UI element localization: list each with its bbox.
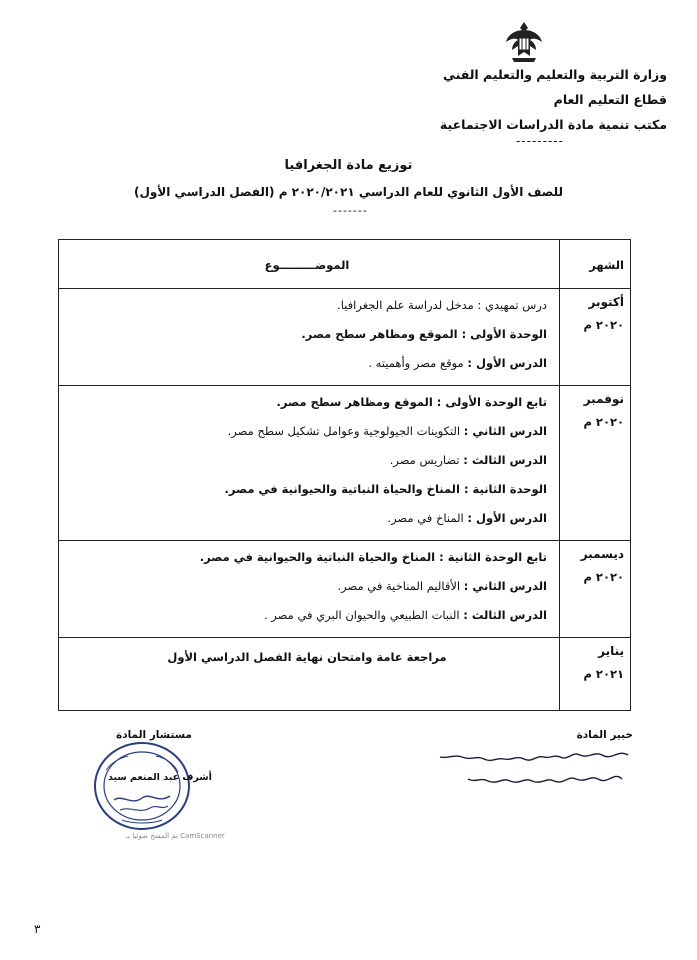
topic-line: الوحدة الأولى : الموقع ومظاهر سطح مصر.: [301, 327, 547, 341]
advisor-name: أشرف عبد المنعم سيد: [108, 772, 212, 783]
scanner-watermark: CamScanner تم المسح ضوئيا بـ: [126, 832, 225, 840]
official-stamp: [92, 740, 192, 832]
document-subtitle: للصف الأول الثانوي للعام الدراسي ٢٠٢٠/٢٠٢١ م (الفصل الدراسي الأول): [133, 185, 564, 199]
header-topic: الموضـــــــــوع: [59, 240, 560, 289]
signature-area: [0, 700, 697, 860]
review-cell: مراجعة عامة وامتحان نهاية الفصل الدراسي الأول: [59, 638, 560, 711]
topic-line: الدرس الثاني : الأقاليم المناخية في مصر.: [337, 579, 547, 593]
topic-line: الدرس الثاني : التكوينات الجيولوجية وعوامل تشكيل سطح مصر.: [227, 424, 547, 438]
table-row: [59, 289, 631, 386]
topic-line: الدرس الأول : المناخ في مصر.: [387, 511, 547, 525]
schedule-table: [58, 239, 631, 711]
month-year: ٢٠٢١ م: [583, 667, 624, 681]
month-cell: [560, 541, 631, 638]
expert-title: خبير المادة: [576, 729, 633, 741]
title-divider: -------: [333, 204, 368, 217]
month-name: أكتوبر: [588, 295, 624, 309]
topic-line: الوحدة الثانية : المناخ والحياة النباتية والحيوانية في مصر.: [224, 482, 547, 496]
header-month: الشهر: [560, 240, 631, 289]
topic-cell: [59, 541, 560, 638]
topic-cell: [59, 289, 560, 386]
document-title: توزيع مادة الجغرافيا: [284, 158, 413, 173]
ministry-header: [440, 62, 667, 137]
topic-cell: [59, 386, 560, 541]
table-header-row: [59, 240, 631, 289]
ministry-name: وزارة التربية والتعليم والتعليم الفني: [442, 67, 667, 82]
table-row: [59, 541, 631, 638]
month-name: يناير: [598, 644, 624, 658]
topic-line: الدرس الأول : موقع مصر وأهميته .: [368, 356, 547, 370]
table-row: [59, 386, 631, 541]
month-year: ٢٠٢٠ م: [583, 318, 624, 332]
advisor-title: مستشار المادة: [116, 729, 192, 741]
office-name: مكتب تنمية مادة الدراسات الاجتماعية: [439, 117, 667, 132]
handwritten-signatures: [432, 745, 632, 793]
header-divider: ---------: [516, 134, 564, 148]
topic-line: الدرس الثالث : تضاريس مصر.: [389, 453, 547, 467]
month-year: ٢٠٢٠ م: [583, 570, 624, 584]
month-name: نوفمبر: [583, 392, 624, 406]
egypt-eagle-emblem: [504, 20, 544, 64]
topic-line: درس تمهيدي : مدخل لدراسة علم الجغرافيا.: [337, 298, 547, 312]
month-cell: [560, 289, 631, 386]
month-name: ديسمبر: [580, 547, 624, 561]
topic-line: تابع الوحدة الثانية : المناخ والحياة النباتية والحيوانية في مصر.: [199, 550, 547, 564]
topic-line: الدرس الثالث : النبات الطبيعي والحيوان البري في مصر .: [264, 608, 547, 622]
sector-name: قطاع التعليم العام: [553, 92, 667, 107]
page-number: ٣: [34, 922, 41, 936]
month-cell: [560, 386, 631, 541]
topic-line: تابع الوحدة الأولى : الموقع ومظاهر سطح مصر.: [276, 395, 547, 409]
month-year: ٢٠٢٠ م: [583, 415, 624, 429]
